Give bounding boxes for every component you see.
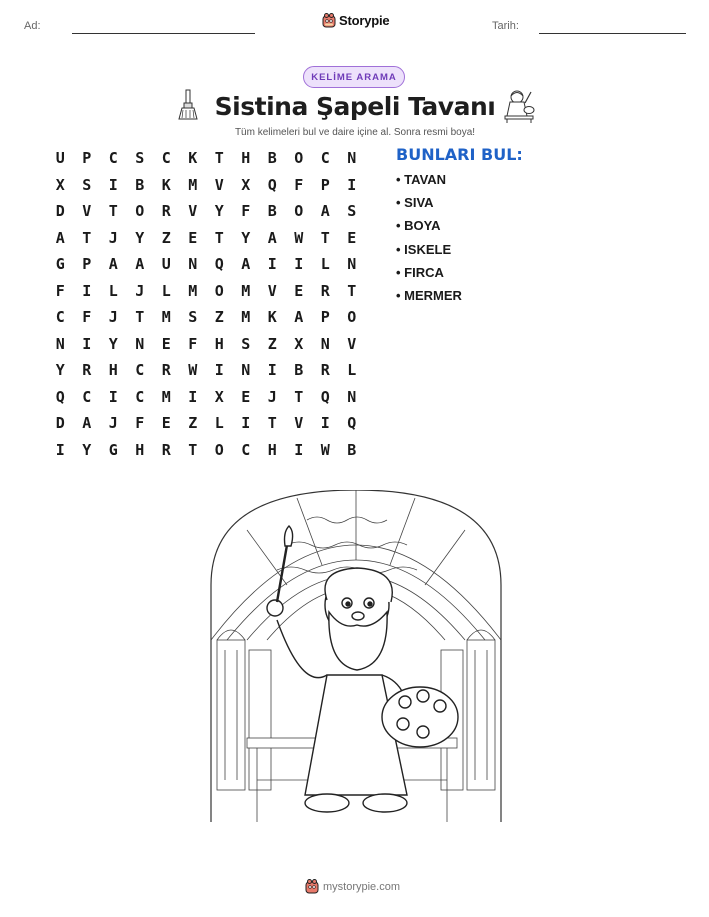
- footer-url[interactable]: mystorypie.com: [323, 880, 401, 893]
- date-line: [539, 33, 686, 34]
- grid-letter[interactable]: I: [241, 414, 251, 433]
- grid-letter[interactable]: Q: [55, 387, 65, 406]
- grid-letter[interactable]: S: [188, 308, 198, 327]
- grid-letter[interactable]: K: [267, 308, 277, 327]
- grid-letter[interactable]: J: [135, 281, 145, 300]
- grid-letter[interactable]: N: [188, 255, 198, 274]
- grid-letter[interactable]: H: [135, 440, 145, 459]
- grid-row: [47, 410, 365, 437]
- word-search-grid[interactable]: [47, 145, 365, 463]
- grid-letter[interactable]: P: [82, 149, 92, 168]
- grid-letter[interactable]: E: [161, 334, 171, 353]
- grid-row: [47, 357, 365, 384]
- grid-letter[interactable]: P: [320, 175, 330, 194]
- grid-letter[interactable]: F: [241, 202, 251, 221]
- grid-letter[interactable]: X: [214, 387, 224, 406]
- grid-letter[interactable]: M: [161, 387, 171, 406]
- grid-letter[interactable]: S: [347, 202, 357, 221]
- grid-letter[interactable]: A: [267, 228, 277, 247]
- grid-letter[interactable]: N: [135, 334, 145, 353]
- grid-letter[interactable]: A: [55, 228, 65, 247]
- grid-letter[interactable]: O: [214, 440, 224, 459]
- grid-letter[interactable]: T: [347, 281, 357, 300]
- grid-letter[interactable]: A: [294, 308, 304, 327]
- grid-letter[interactable]: W: [294, 228, 304, 247]
- grid-row: [47, 145, 365, 172]
- grid-letter[interactable]: L: [214, 414, 224, 433]
- grid-letter[interactable]: Y: [135, 228, 145, 247]
- grid-letter[interactable]: A: [108, 255, 118, 274]
- grid-letter[interactable]: Z: [267, 334, 277, 353]
- grid-letter[interactable]: Q: [267, 175, 277, 194]
- grid-row: [47, 225, 365, 252]
- grid-letter[interactable]: T: [294, 387, 304, 406]
- grid-letter[interactable]: O: [135, 202, 145, 221]
- grid-row: [47, 331, 365, 358]
- grid-row: [47, 278, 365, 305]
- grid-letter[interactable]: N: [347, 387, 357, 406]
- grid-letter[interactable]: O: [294, 149, 304, 168]
- grid-letter[interactable]: S: [135, 149, 145, 168]
- grid-letter[interactable]: X: [55, 175, 65, 194]
- grid-letter[interactable]: Y: [214, 202, 224, 221]
- grid-letter[interactable]: Y: [55, 361, 65, 380]
- word-item: • MERMER: [396, 287, 462, 303]
- grid-letter[interactable]: C: [135, 387, 145, 406]
- grid-letter[interactable]: I: [294, 255, 304, 274]
- grid-letter[interactable]: N: [347, 149, 357, 168]
- grid-letter[interactable]: I: [347, 175, 357, 194]
- grid-letter[interactable]: C: [320, 149, 330, 168]
- activity-badge: KELİME ARAMA: [303, 66, 405, 88]
- grid-letter[interactable]: F: [294, 175, 304, 194]
- grid-letter[interactable]: S: [82, 175, 92, 194]
- grid-letter[interactable]: B: [294, 361, 304, 380]
- grid-letter[interactable]: S: [241, 334, 251, 353]
- grid-letter[interactable]: O: [214, 281, 224, 300]
- grid-letter[interactable]: T: [108, 202, 118, 221]
- grid-letter[interactable]: R: [161, 202, 171, 221]
- grid-letter[interactable]: W: [188, 361, 198, 380]
- grid-letter[interactable]: L: [161, 281, 171, 300]
- grid-letter[interactable]: C: [108, 149, 118, 168]
- grid-letter[interactable]: I: [188, 387, 198, 406]
- grid-letter[interactable]: E: [188, 228, 198, 247]
- grid-letter[interactable]: V: [267, 281, 277, 300]
- grid-letter[interactable]: F: [188, 334, 198, 353]
- grid-letter[interactable]: V: [347, 334, 357, 353]
- grid-letter[interactable]: I: [267, 255, 277, 274]
- coloring-illustration: [207, 490, 505, 822]
- grid-letter[interactable]: M: [241, 281, 251, 300]
- brand-name: Storypie: [339, 13, 390, 28]
- grid-letter[interactable]: E: [347, 228, 357, 247]
- storypie-logo-icon: [305, 879, 319, 894]
- grid-letter[interactable]: P: [82, 255, 92, 274]
- grid-letter[interactable]: I: [108, 175, 118, 194]
- grid-letter[interactable]: I: [320, 414, 330, 433]
- grid-letter[interactable]: L: [347, 361, 357, 380]
- grid-letter[interactable]: Q: [347, 414, 357, 433]
- grid-letter[interactable]: V: [294, 414, 304, 433]
- grid-letter[interactable]: B: [267, 202, 277, 221]
- grid-letter[interactable]: P: [320, 308, 330, 327]
- grid-letter[interactable]: D: [55, 414, 65, 433]
- grid-letter[interactable]: I: [82, 334, 92, 353]
- grid-letter[interactable]: H: [214, 334, 224, 353]
- name-label: Ad:: [24, 20, 41, 32]
- grid-letter[interactable]: U: [55, 149, 65, 168]
- grid-letter[interactable]: B: [267, 149, 277, 168]
- grid-letter[interactable]: O: [347, 308, 357, 327]
- grid-letter[interactable]: N: [320, 334, 330, 353]
- grid-letter[interactable]: N: [347, 255, 357, 274]
- grid-letter[interactable]: M: [188, 175, 198, 194]
- grid-letter[interactable]: W: [320, 440, 330, 459]
- grid-letter[interactable]: J: [108, 308, 118, 327]
- word-item: • FIRCA: [396, 264, 444, 280]
- painter-icon: [503, 88, 535, 124]
- grid-letter[interactable]: A: [241, 255, 251, 274]
- grid-letter[interactable]: A: [135, 255, 145, 274]
- grid-letter[interactable]: I: [294, 440, 304, 459]
- grid-letter[interactable]: Y: [108, 334, 118, 353]
- grid-letter[interactable]: Q: [214, 255, 224, 274]
- grid-letter[interactable]: H: [241, 149, 251, 168]
- grid-row: [47, 437, 365, 464]
- word-list-title: BUNLARI BUL:: [396, 145, 523, 164]
- grid-letter[interactable]: C: [135, 361, 145, 380]
- grid-letter[interactable]: B: [347, 440, 357, 459]
- grid-letter[interactable]: T: [214, 149, 224, 168]
- grid-letter[interactable]: G: [108, 440, 118, 459]
- grid-letter[interactable]: I: [82, 281, 92, 300]
- grid-letter[interactable]: J: [267, 387, 277, 406]
- grid-letter[interactable]: T: [82, 228, 92, 247]
- page-title: Sistina Şapeli Tavanı: [214, 92, 496, 121]
- grid-letter[interactable]: Y: [241, 228, 251, 247]
- grid-letter[interactable]: F: [135, 414, 145, 433]
- grid-letter[interactable]: K: [161, 175, 171, 194]
- grid-letter[interactable]: M: [161, 308, 171, 327]
- grid-letter[interactable]: R: [161, 440, 171, 459]
- grid-letter[interactable]: C: [161, 149, 171, 168]
- grid-letter[interactable]: A: [82, 414, 92, 433]
- grid-letter[interactable]: T: [135, 308, 145, 327]
- grid-letter[interactable]: Y: [82, 440, 92, 459]
- grid-letter[interactable]: Z: [214, 308, 224, 327]
- grid-letter[interactable]: Z: [188, 414, 198, 433]
- grid-letter[interactable]: C: [55, 308, 65, 327]
- grid-letter[interactable]: G: [55, 255, 65, 274]
- storypie-logo-icon: [322, 13, 336, 28]
- grid-letter[interactable]: I: [108, 387, 118, 406]
- grid-letter[interactable]: J: [108, 228, 118, 247]
- grid-letter[interactable]: R: [320, 361, 330, 380]
- grid-row: [47, 172, 365, 199]
- grid-letter[interactable]: V: [188, 202, 198, 221]
- grid-letter[interactable]: J: [108, 414, 118, 433]
- grid-letter[interactable]: R: [161, 361, 171, 380]
- grid-letter[interactable]: K: [188, 149, 198, 168]
- instructions: Tüm kelimeleri bul ve daire içine al. Sonra resmi boya!: [234, 127, 476, 138]
- grid-letter[interactable]: V: [82, 202, 92, 221]
- date-label: Tarih:: [492, 20, 519, 32]
- grid-letter[interactable]: O: [294, 202, 304, 221]
- grid-letter[interactable]: N: [241, 361, 251, 380]
- grid-letter[interactable]: L: [320, 255, 330, 274]
- grid-letter[interactable]: M: [241, 308, 251, 327]
- grid-row: [47, 251, 365, 278]
- grid-letter[interactable]: D: [55, 202, 65, 221]
- grid-letter[interactable]: I: [55, 440, 65, 459]
- footer: [305, 879, 400, 894]
- grid-letter[interactable]: Q: [320, 387, 330, 406]
- grid-letter[interactable]: F: [55, 281, 65, 300]
- grid-letter[interactable]: T: [188, 440, 198, 459]
- grid-letter[interactable]: T: [267, 414, 277, 433]
- word-item: • BOYA: [396, 218, 441, 234]
- grid-letter[interactable]: U: [161, 255, 171, 274]
- grid-letter[interactable]: X: [241, 175, 251, 194]
- grid-letter[interactable]: C: [241, 440, 251, 459]
- grid-letter[interactable]: V: [214, 175, 224, 194]
- grid-letter[interactable]: N: [55, 334, 65, 353]
- name-line: [72, 33, 255, 34]
- grid-row: [47, 198, 365, 225]
- grid-letter[interactable]: H: [108, 361, 118, 380]
- grid-letter[interactable]: I: [267, 361, 277, 380]
- grid-row: [47, 384, 365, 411]
- grid-letter[interactable]: M: [188, 281, 198, 300]
- grid-row: [47, 304, 365, 331]
- word-item: • TAVAN: [396, 172, 447, 187]
- grid-letter[interactable]: E: [161, 414, 171, 433]
- grid-letter[interactable]: A: [320, 202, 330, 221]
- grid-letter[interactable]: R: [320, 281, 330, 300]
- brand: [322, 13, 389, 28]
- grid-letter[interactable]: E: [241, 387, 251, 406]
- grid-letter[interactable]: T: [320, 228, 330, 247]
- word-list: [396, 172, 462, 311]
- grid-letter[interactable]: T: [214, 228, 224, 247]
- grid-letter[interactable]: I: [214, 361, 224, 380]
- grid-letter[interactable]: L: [108, 281, 118, 300]
- grid-letter[interactable]: H: [267, 440, 277, 459]
- word-item: • ISKELE: [396, 241, 452, 257]
- grid-letter[interactable]: E: [294, 281, 304, 300]
- grid-letter[interactable]: X: [294, 334, 304, 353]
- grid-letter[interactable]: B: [135, 175, 145, 194]
- grid-letter[interactable]: C: [82, 387, 92, 406]
- word-item: • SIVA: [396, 195, 434, 211]
- grid-letter[interactable]: F: [82, 308, 92, 327]
- grid-letter[interactable]: R: [82, 361, 92, 380]
- grid-letter[interactable]: Z: [161, 228, 171, 247]
